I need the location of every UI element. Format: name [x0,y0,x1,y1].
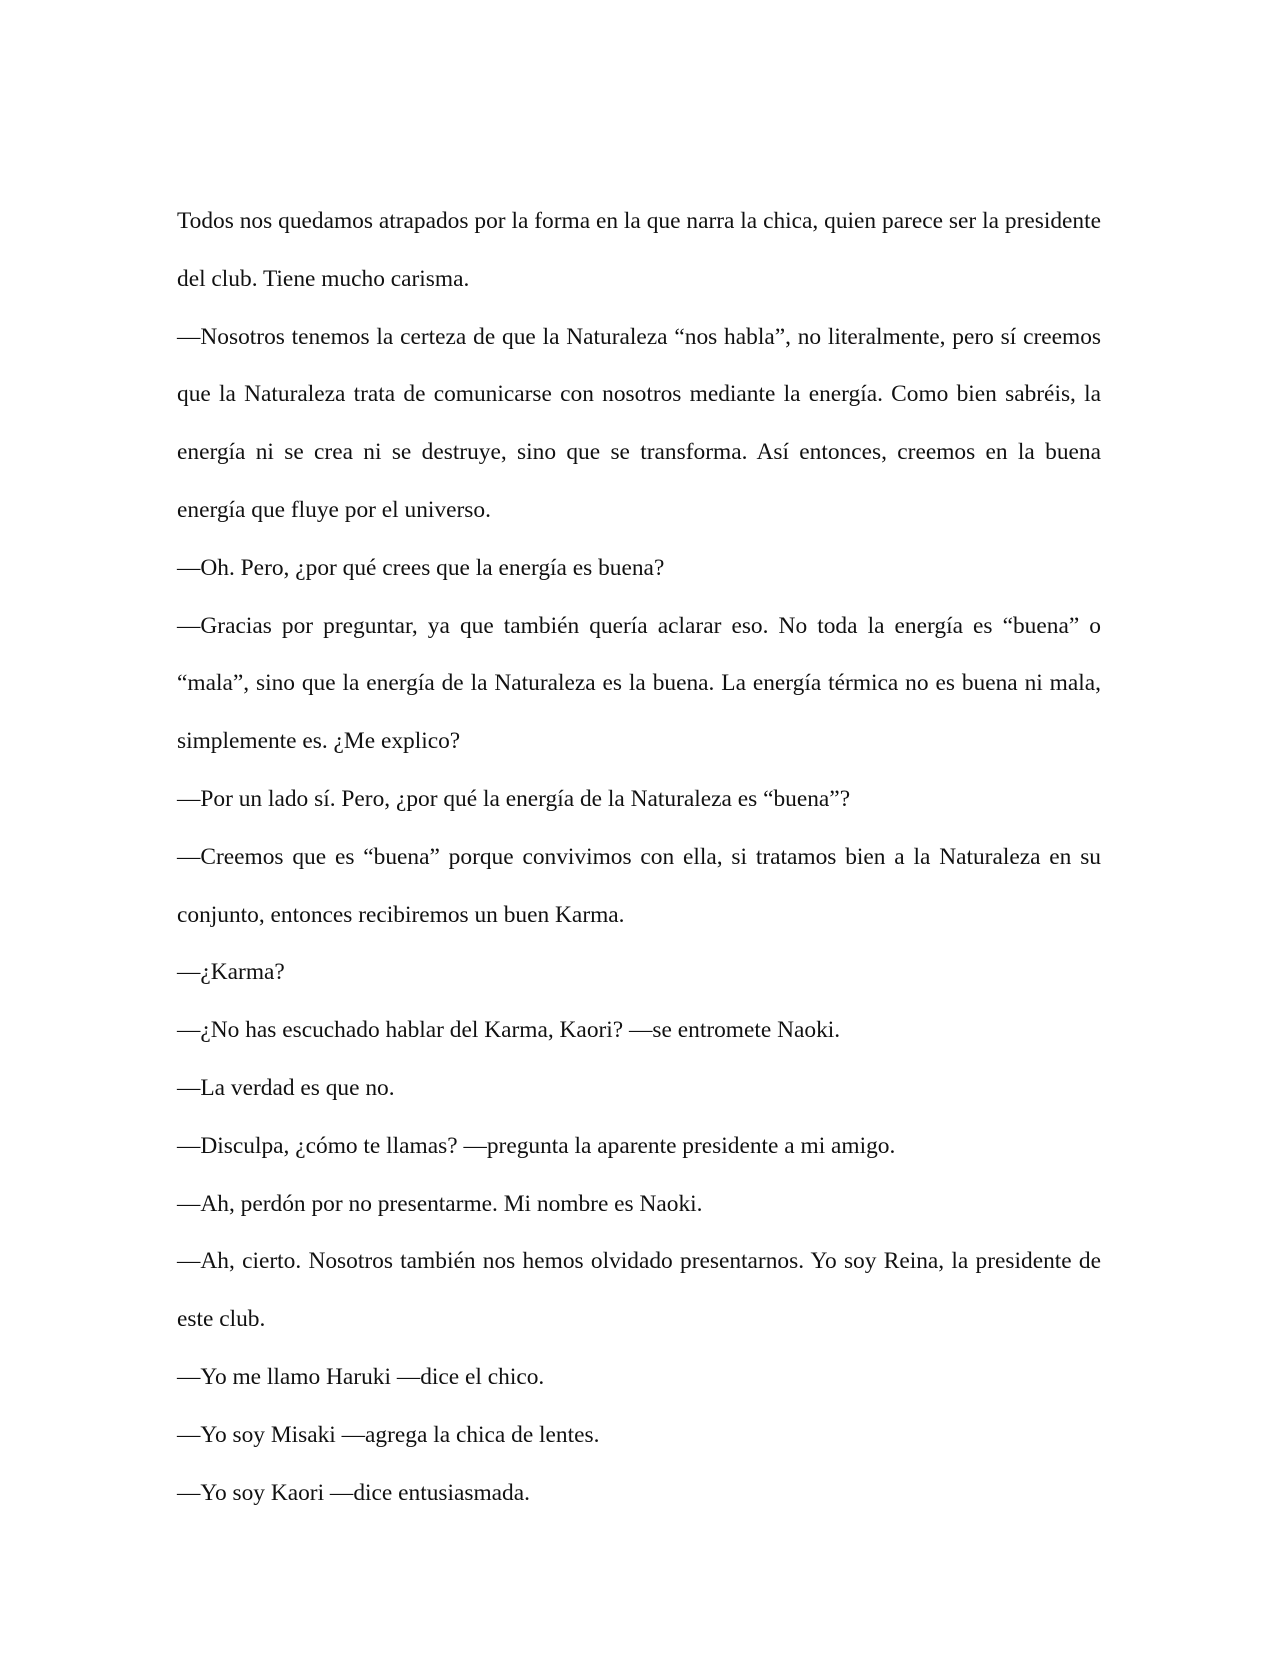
paragraph: —Yo me llamo Haruki —dice el chico. [177,1363,545,1390]
paragraph: —La verdad es que no. [177,1074,395,1101]
paragraph: —¿No has escuchado hablar del Karma, Kaori? —se entromete Naoki. [177,1017,841,1044]
paragraph: —Gracias por preguntar, ya que también quería aclarar eso. No toda la energía es “buena” o “mala”, sino que la energía de la Naturaleza es la buena. La energía térmica no es buena ni mala, simplemente es. ¿Me explico? [177,612,1101,755]
paragraph: —Nosotros tenemos la certeza de que la Naturaleza “nos habla”, no literalmente, pero sí creemos que la Naturaleza trata de comunicarse con nosotros mediante la energía. Como bien sabréis, la energía ni se crea ni se destruye, sino que se transforma. Así entonces, creemos en la buena energía que fluye por el universo. [177,323,1101,523]
paragraph: Todos nos quedamos atrapados por la forma en la que narra la chica, quien parece ser la presidente del club. Tiene mucho carisma. [177,208,1101,292]
paragraph: —Creemos que es “buena” porque convivimos con ella, si tratamos bien a la Naturaleza en su conjunto, entonces recibiremos un buen Karma. [177,843,1101,928]
paragraph: —Yo soy Misaki —agrega la chica de lentes. [177,1421,600,1448]
paragraph: —Por un lado sí. Pero, ¿por qué la energía de la Naturaleza es “buena”? [177,785,851,812]
paragraph: —¿Karma? [177,959,285,986]
paragraph: —Ah, cierto. Nosotros también nos hemos olvidado presentarnos. Yo soy Reina, la presidente de este club. [177,1248,1101,1333]
document-body [177,193,1101,1522]
paragraph: —Yo soy Kaori —dice entusiasmada. [177,1479,530,1506]
paragraph: —Disculpa, ¿cómo te llamas? —pregunta la aparente presidente a mi amigo. [177,1132,896,1159]
paragraph: —Ah, perdón por no presentarme. Mi nombre es Naoki. [177,1190,703,1217]
paragraph: —Oh. Pero, ¿por qué crees que la energía es buena? [177,554,665,581]
